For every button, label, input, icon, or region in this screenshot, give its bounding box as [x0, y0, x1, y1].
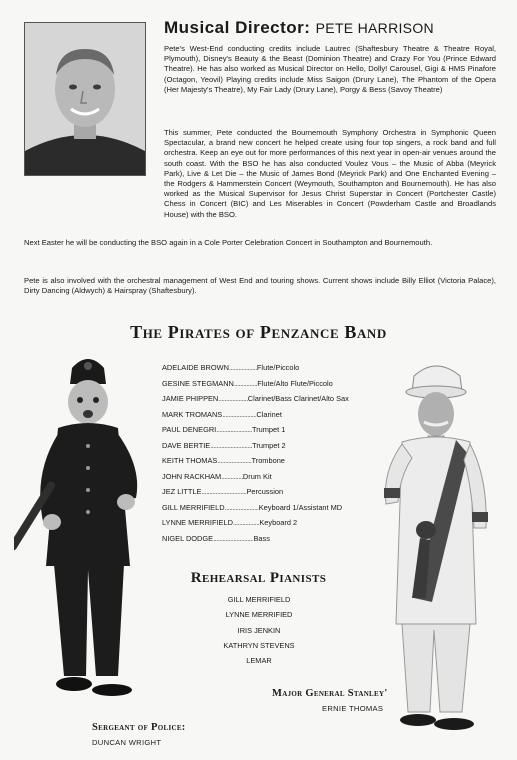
pianist-name: IRIS JENKIN: [237, 625, 281, 635]
band-title: The Pirates of Penzance Band: [130, 322, 387, 342]
band-member-row: [162, 515, 382, 531]
band-member-leader: ......................: [222, 409, 257, 419]
band-member-name: JAMIE PHIPPEN: [162, 394, 219, 404]
band-member-instrument: Percussion: [246, 487, 284, 497]
band-member-leader: .............................: [201, 487, 247, 497]
band-member-leader: .......................: [216, 425, 252, 435]
band-member-name: GESINE STEGMANN: [162, 378, 234, 388]
director-heading: [164, 18, 434, 38]
band-member-row: [162, 531, 382, 547]
director-bio-paragraph-4: Pete is also involved with the orchestral management of West End and touring shows. Current shows include Billy Elliot (Victoria Palace), Dirty Dancing (Aldwych) & Hairspray (Shaftesbury).: [24, 276, 496, 296]
rehearsal-pianists-title: Rehearsal Pianists: [190, 570, 327, 586]
band-member-name: PAUL DENEGRI: [162, 425, 217, 435]
band-member-row: [162, 360, 382, 376]
band-member-instrument: Flute/Alto Flute/Piccolo: [257, 378, 333, 388]
rehearsal-pianists-list: [208, 592, 310, 668]
band-roster: [162, 360, 382, 546]
major-general-stanley-photo: [368, 362, 504, 742]
band-member-leader: ......................: [217, 456, 252, 466]
pianist-name: GILL MERRIFIELD: [227, 595, 291, 604]
band-member-instrument: Clarinet/Bass Clarinet/Alto Sax: [247, 394, 349, 404]
band-member-row: [162, 376, 382, 392]
band-member-row: [162, 469, 382, 485]
band-member-name: ADELAIDE BROWN: [162, 363, 229, 373]
director-bio-paragraph-2: This summer, Pete conducted the Bournemouth Symphony Orchestra in Symphonic Queen Spectacular, a brand new concert he helped create using four top singers, a rock band and full orchestra. Keep an eye out for more performances of this next year in open-air venues around the south coast. With the BSO he has also conducted Voulez Vous – the Music of Abba (Meyrick Park), Live & Let Die – the Music of James Bond (Meyrick Park) and One Enchanted Evening – the Rodgers & Hammerstein Concert (Weymouth, Southampton and Bournemouth). He has also worked as the Musical Supervisor for Jesus Christ Superstar in Concert (Portchester Castle) Chess in Concert (BIC) and Les Miserables in Concert (Powderham Castle and Broadlands House) with the BSO.: [164, 128, 496, 219]
band-member-name: DAVE BERTIE: [162, 440, 211, 450]
band-member-row: [162, 391, 382, 407]
band-member-name: MARK TROMANS: [162, 409, 223, 419]
band-member-row: [162, 500, 382, 516]
band-member-instrument: Trumpet 2: [252, 440, 286, 450]
band-member-instrument: Trumpet 1: [251, 425, 286, 435]
band-member-leader: ..........................: [213, 533, 254, 543]
band-member-name: KEITH THOMAS: [162, 456, 218, 466]
band-member-name: GILL MERRIFIELD: [162, 502, 225, 512]
director-photo: [24, 22, 146, 176]
band-member-leader: .................: [232, 518, 260, 528]
pianist-name: KATHRYN STEVENS: [223, 640, 295, 650]
band-member-leader: ...........................: [210, 440, 253, 450]
band-member-name: LYNNE MERRIFIELD: [162, 518, 233, 528]
stanley-actor-caption: ERNIE THOMAS: [322, 704, 384, 713]
band-member-row: [162, 422, 382, 438]
band-member-row: [162, 407, 382, 423]
band-member-leader: ...............: [233, 378, 258, 388]
stanley-role-caption: Major General Stanley': [272, 688, 388, 699]
band-member-row: [162, 484, 382, 500]
band-member-instrument: Keyboard 1/Assistant MD: [258, 502, 343, 512]
band-member-instrument: Clarinet: [256, 409, 282, 419]
band-member-leader: ..............: [221, 471, 243, 481]
band-member-leader: ......................: [224, 502, 259, 512]
band-member-row: [162, 453, 382, 469]
band-member-instrument: Flute/Piccolo: [256, 363, 300, 373]
band-member-row: [162, 438, 382, 454]
director-name: PETE HARRISON: [315, 20, 434, 36]
band-member-name: NIGEL DODGE: [162, 533, 214, 543]
director-heading-label: Musical Director:: [164, 18, 311, 37]
band-member-leader: ...................: [218, 394, 248, 404]
band-member-instrument: Bass: [253, 533, 270, 543]
director-portrait-illustration: [25, 23, 145, 175]
sergeant-of-police-photo: [14, 356, 164, 696]
band-member-instrument: Drum Kit: [242, 471, 272, 481]
sergeant-actor-caption: DUNCAN WRIGHT: [92, 738, 162, 747]
pianist-name: LEMAR: [246, 656, 272, 666]
band-member-instrument: Trombone: [251, 456, 285, 466]
director-bio-paragraph-3: Next Easter he will be conducting the BSO again in a Cole Porter Celebration Concert in Southampton and Bournemouth.: [24, 238, 433, 247]
band-member-instrument: Keyboard 2: [259, 518, 298, 528]
band-member-name: JOHN RACKHAM: [162, 471, 222, 481]
pianist-name: LYNNE MERRIFIED: [225, 610, 293, 620]
director-bio-paragraph-1: Pete's West-End conducting credits include Lautrec (Shaftesbury Theatre & Theatre Royal, Plymouth), Disney's Beauty & the Beast (Dominion Theatre) and Crazy For You (Prince Edward Theatre). He has also worked as Musical Director on Hello, Dolly! Carousel, Gigi & HMS Pinafore (Octagon, Yeovil) Playing credits include Miss Saigon (Drury Lane), The Phantom of the Opera (Her Majesty's Theatre), My Fair Lady (Drury Lane), Porgy & Bess (Savoy Theatre): [164, 44, 496, 94]
band-member-name: JEZ LITTLE: [162, 487, 202, 497]
band-member-leader: ..................: [228, 363, 257, 373]
sergeant-role-caption: Sergeant of Police:: [92, 722, 186, 733]
